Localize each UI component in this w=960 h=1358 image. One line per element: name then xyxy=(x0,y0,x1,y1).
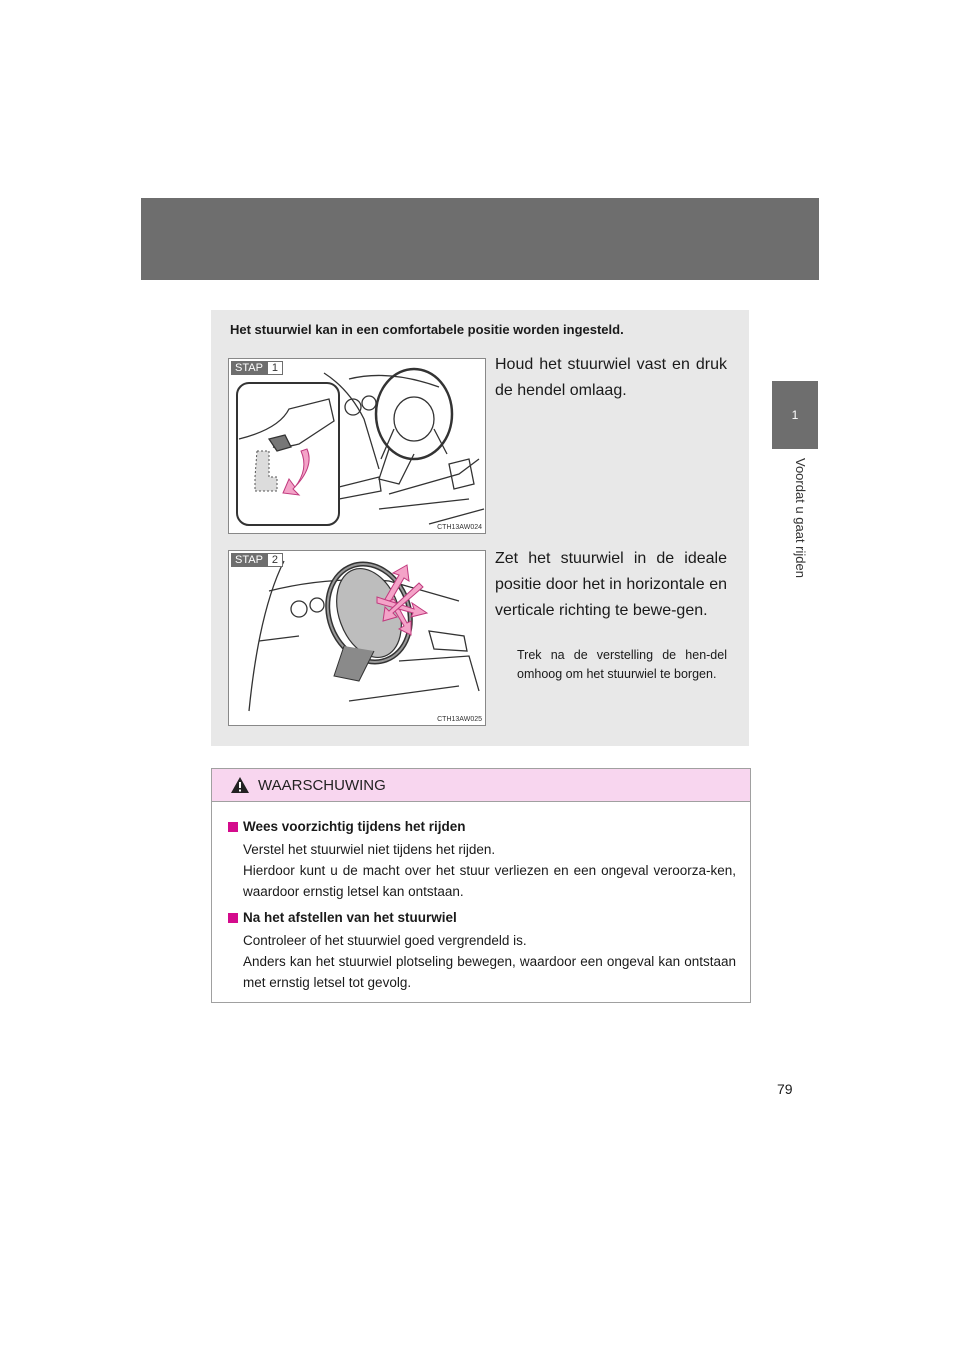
step-badge-label: STAP xyxy=(231,361,267,375)
steering-lever-illustration xyxy=(229,359,485,533)
bullet-square-icon xyxy=(228,822,238,832)
bullet-square-icon xyxy=(228,913,238,923)
steering-adjust-illustration xyxy=(229,551,485,725)
warning-item-title xyxy=(228,816,736,837)
step-badge-number: 2 xyxy=(267,553,283,567)
step-2-text: Zet het stuurwiel in de ideale positie door het in horizontale en verticale richting te bewe-gen. xyxy=(495,550,727,619)
warning-line: Controleer of het stuurwiel goed vergrendeld is. xyxy=(243,933,527,948)
warning-paragraph xyxy=(228,930,736,993)
warning-label: WAARSCHUWING xyxy=(258,776,386,794)
warning-box xyxy=(211,768,751,1003)
figure-code: CTH13AW024 xyxy=(437,524,482,531)
warning-item-title-text: Na het afstellen van het stuurwiel xyxy=(243,910,457,925)
figure-step-1 xyxy=(228,358,486,534)
chapter-number: 1 xyxy=(791,408,799,422)
warning-item-title xyxy=(228,907,736,928)
warning-line: Anders kan het stuurwiel plotseling bewegen, waardoor een ongeval kan ontstaan met ernstig letsel tot gevolg. xyxy=(243,954,736,990)
warning-line: Verstel het stuurwiel niet tijdens het rijden. xyxy=(243,842,496,857)
step-1-text: Houd het stuurwiel vast en druk de hendel omlaag. xyxy=(495,356,727,399)
chapter-tab xyxy=(772,381,818,449)
warning-item-title-text: Wees voorzichtig tijdens het rijden xyxy=(243,819,466,834)
header-band xyxy=(141,198,819,280)
warning-paragraph xyxy=(228,839,736,902)
step-badge-label: STAP xyxy=(231,553,267,567)
figure-step-2 xyxy=(228,550,486,726)
chapter-name: Voordat u gaat rijden xyxy=(793,458,808,578)
step-badge-2 xyxy=(231,553,283,567)
warning-line: Hierdoor kunt u de macht over het stuur verliezen en een ongeval veroorza-ken, waardoor ernstig letsel kan ontstaan. xyxy=(243,863,736,899)
page-number: 79 xyxy=(777,1081,793,1097)
step-badge-1 xyxy=(231,361,283,375)
warning-header xyxy=(212,769,750,802)
intro-text: Het stuurwiel kan in een comfortabele positie worden ingesteld. xyxy=(230,322,624,337)
figure-code: CTH13AW025 xyxy=(437,716,482,723)
warning-body xyxy=(212,802,750,993)
warning-triangle-icon xyxy=(230,776,250,794)
step-2-note: Trek na de verstelling de hen-del omhoog om het stuurwiel te borgen. xyxy=(517,648,727,681)
step-badge-number: 1 xyxy=(267,361,283,375)
